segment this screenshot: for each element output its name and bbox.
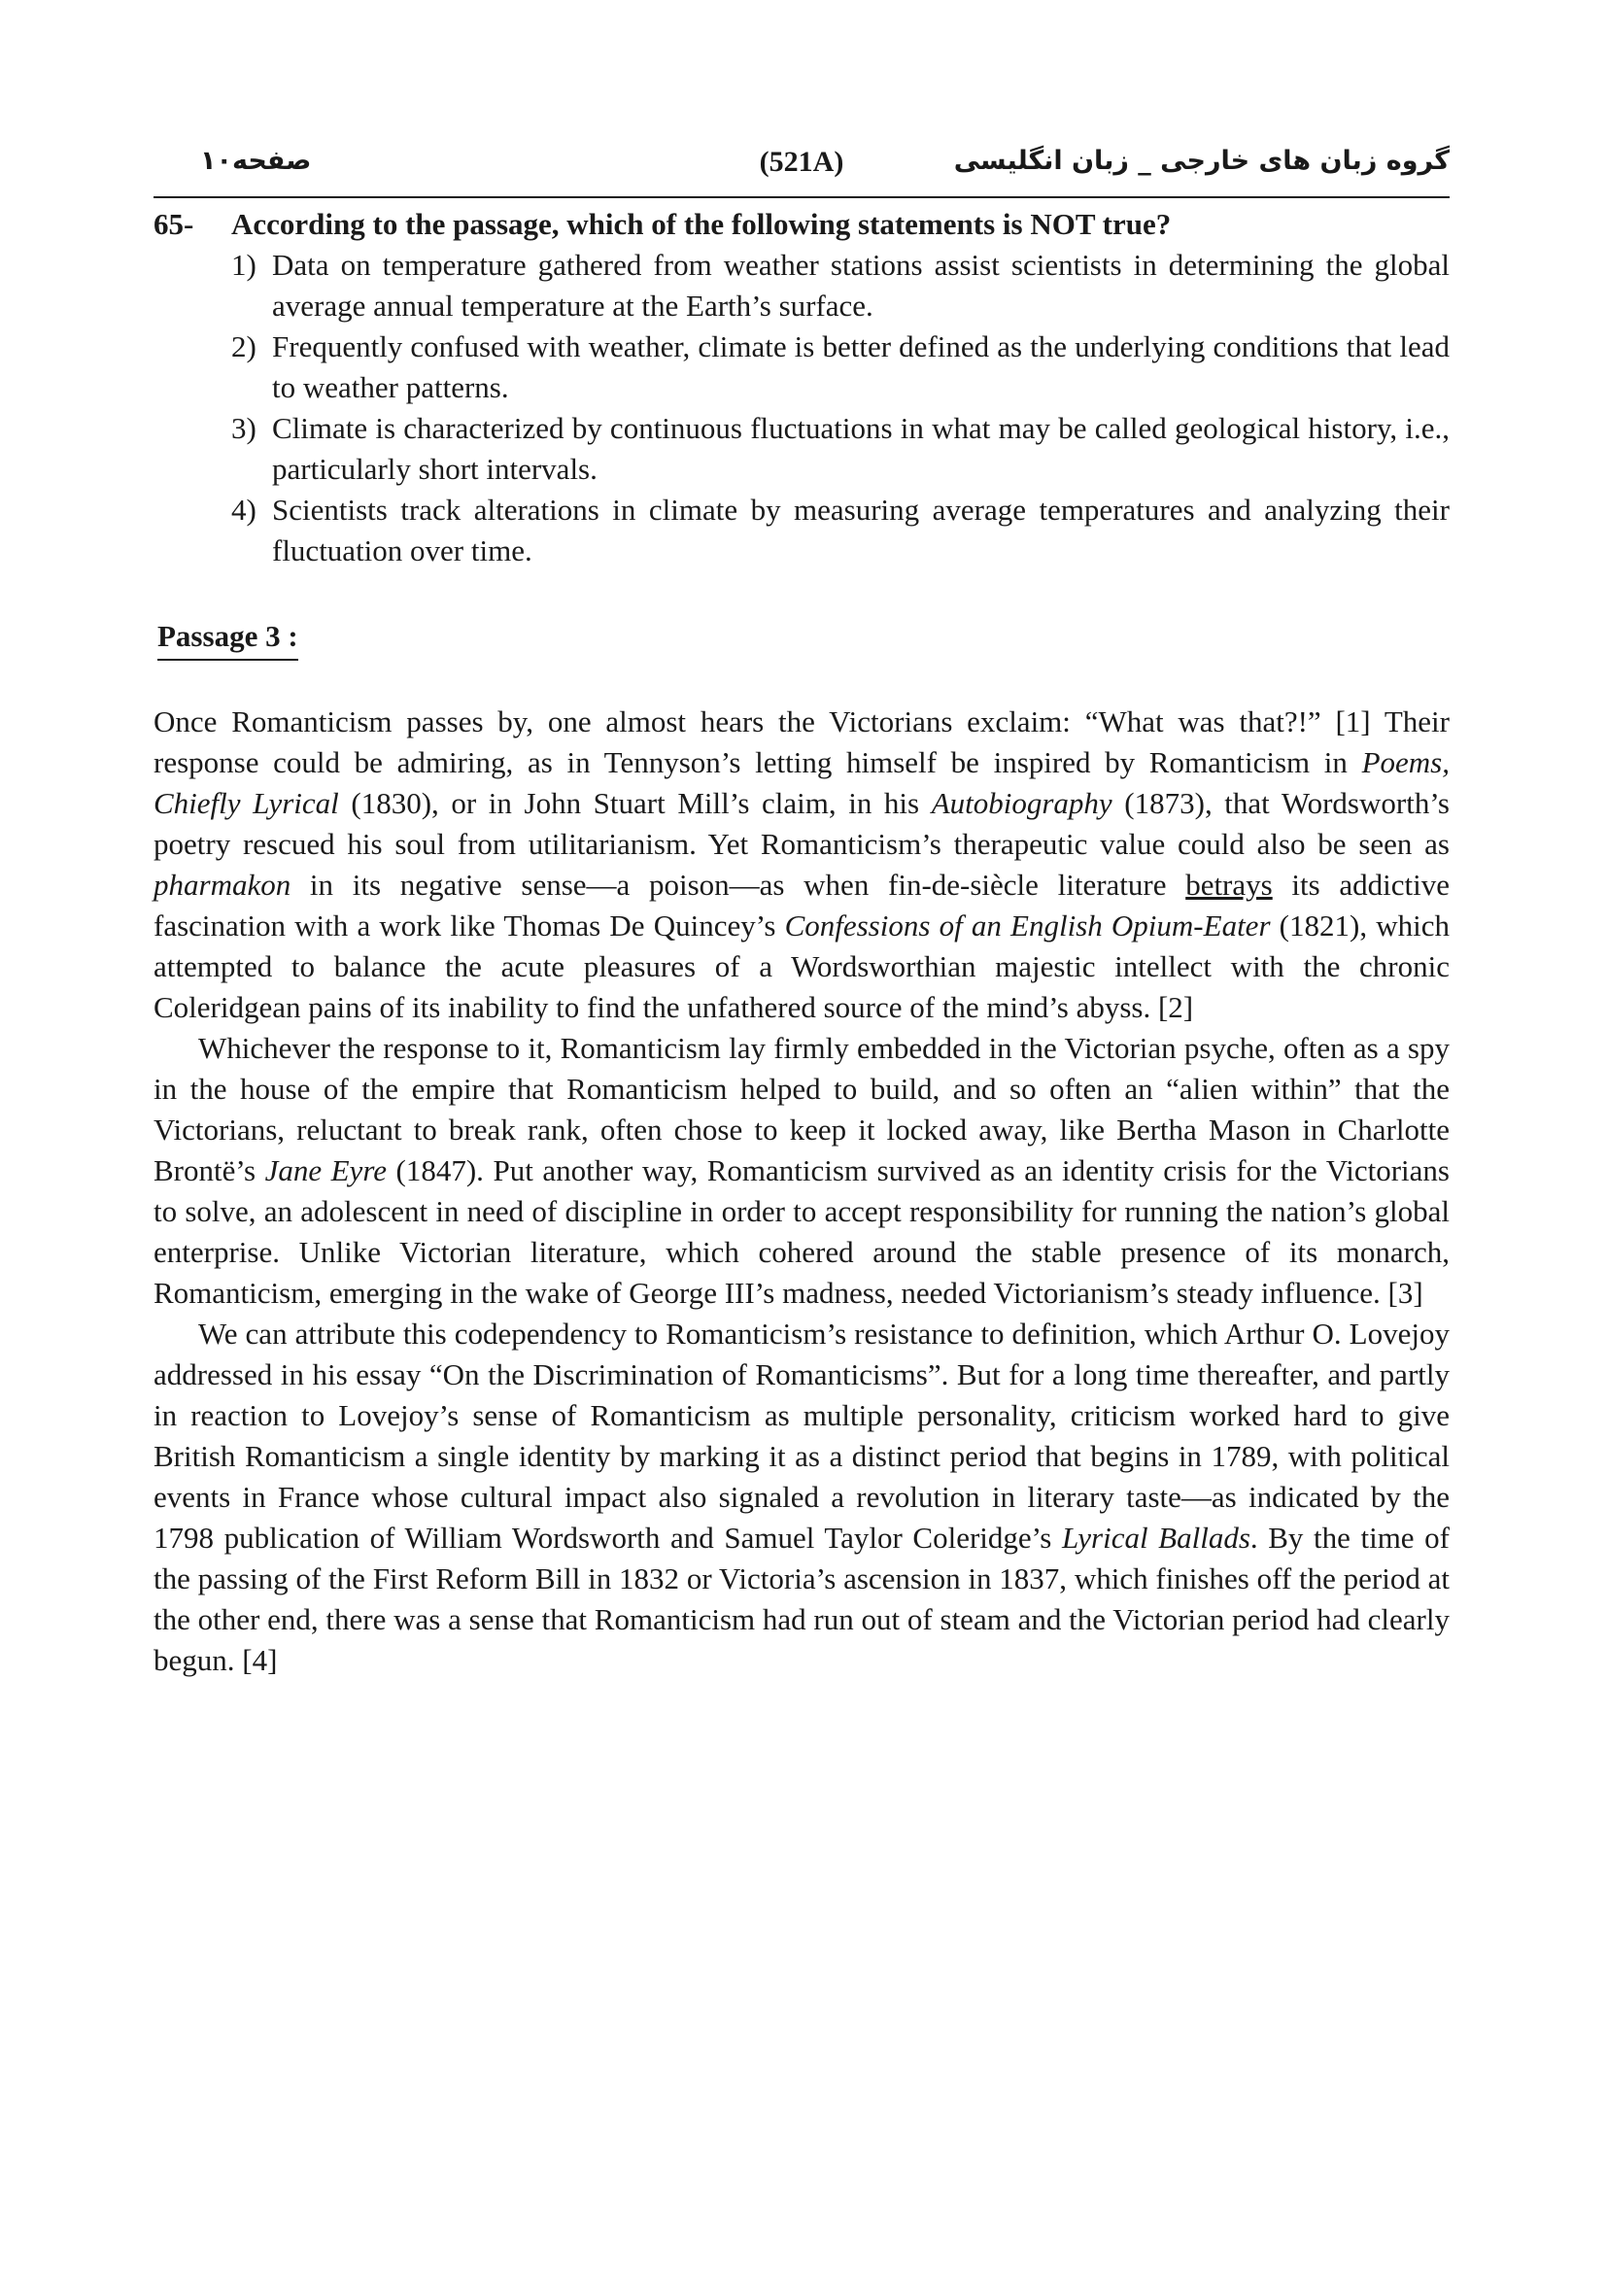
header-divider (154, 196, 1450, 198)
header-page-number: صفحه۱۰ (200, 146, 312, 176)
passage-paragraph-1 (154, 702, 1450, 1028)
option-number: 3) (231, 411, 256, 445)
title-poems-chiefly-lyrical: Poems, Chiefly Lyrical (154, 745, 1450, 820)
option-text: Climate is characterized by continuous fluctuations in what may be called geological history, i.e., particularly short intervals. (272, 411, 1450, 486)
text-run: (1873), that Wordsworth’s poetry rescued his soul from utilitarianism. Yet Romanticism’s therapeutic value could also be seen as (154, 786, 1450, 861)
option-text: Data on temperature gathered from weather stations assist scientists in determining the global average annual temperature at the Earth’s surface. (272, 248, 1450, 323)
header-booklet-code: (521A) (759, 146, 844, 178)
text-run: Whichever the response to it, Romanticism lay firmly embedded in the Victorian psyche, often as a spy in the house of the empire that Romanticism helped to build, and so often an “alien within” that the Victorians, reluctant to break rank, often chose to keep it locked away, like Bertha Mason in Charlotte Brontë’s (154, 1031, 1450, 1187)
title-lyrical-ballads: Lyrical Ballads (1061, 1521, 1250, 1555)
answer-options (231, 245, 1450, 571)
answer-option-4 (231, 490, 1450, 571)
passage-paragraph-2 (154, 1028, 1450, 1314)
passage-title: Passage 3 : (157, 616, 298, 661)
text-run: Once Romanticism passes by, one almost hears the Victorians exclaim: “What was that?!” [1] Their response could be admiring, as in Tennyson’s letting himself be inspired by Romanticism in (154, 704, 1450, 779)
header-subject: گروه زبان های خارجی _ زبان انگلیسی (953, 146, 1450, 176)
text-run: We can attribute this codependency to Romanticism’s resistance to definition, which Arthur O. Lovejoy addressed in his essay “On the Discrimination of Romanticisms”. But for a long time thereafter, and partly in reaction to Lovejoy’s sense of Romanticism as multiple personality, criticism worked hard to give British Romanticism a single identity by marking it as a distinct period that begins in 1789, with political events in France whose cultural impact also signaled a revolution in literary taste—as indicated by the 1798 publication of William Wordsworth and Samuel Taylor Coleridge’s (154, 1317, 1450, 1555)
option-number: 4) (231, 493, 256, 527)
answer-option-3 (231, 408, 1450, 490)
passage-body (154, 702, 1450, 1681)
question-number: 65- (154, 207, 194, 241)
option-number: 1) (231, 248, 256, 282)
answer-option-1 (231, 245, 1450, 326)
title-confessions: Confessions of an English Opium-Eater (784, 908, 1271, 942)
title-jane-eyre: Jane Eyre (264, 1153, 387, 1187)
term-pharmakon: pharmakon (154, 868, 291, 902)
text-run: (1847). Put another way, Romanticism survived as an identity crisis for the Victorians to solve, an adolescent in need of discipline in order to accept responsibility for running the nation’s global enterprise. Unlike Victorian literature, which cohered around the stable presence of its monarch, Romanticism, emerging in the wake of George III’s madness, needed Victorianism’s steady influence. [3] (154, 1153, 1450, 1310)
text-run: in its negative sense—a poison—as when fin-de-siècle literature (291, 868, 1186, 902)
title-autobiography: Autobiography (931, 786, 1112, 820)
page-header (154, 142, 1450, 188)
question-stem (154, 204, 1450, 245)
passage-paragraph-3 (154, 1314, 1450, 1681)
question-text: According to the passage, which of the following statements is NOT true? (231, 207, 1172, 241)
underlined-word-betrays: betrays (1185, 868, 1273, 902)
text-run: (1830), or in John Stuart Mill’s claim, in his (338, 786, 932, 820)
option-number: 2) (231, 329, 256, 363)
text-run: its addictive fascination with a work like Thomas De Quincey’s (154, 868, 1451, 942)
question-65 (154, 204, 1450, 571)
text-run: . By the time of the passing of the First Reform Bill in 1832 or Victoria’s ascension in 1837, which finishes off the period at the other end, there was a sense that Romanticism had run out of steam and the Victorian period had clearly begun. [4] (154, 1521, 1450, 1677)
option-text: Scientists track alterations in climate by measuring average temperatures and analyzing their fluctuation over time. (272, 493, 1450, 567)
option-text: Frequently confused with weather, climate is better defined as the underlying conditions that lead to weather patterns. (272, 329, 1450, 404)
text-run: (1821), which attempted to balance the acute pleasures of a Wordsworthian majestic intellect with the chronic Coleridgean pains of its inability to find the unfathered source of the mind’s abyss. [2] (154, 908, 1451, 1024)
answer-option-2 (231, 326, 1450, 408)
